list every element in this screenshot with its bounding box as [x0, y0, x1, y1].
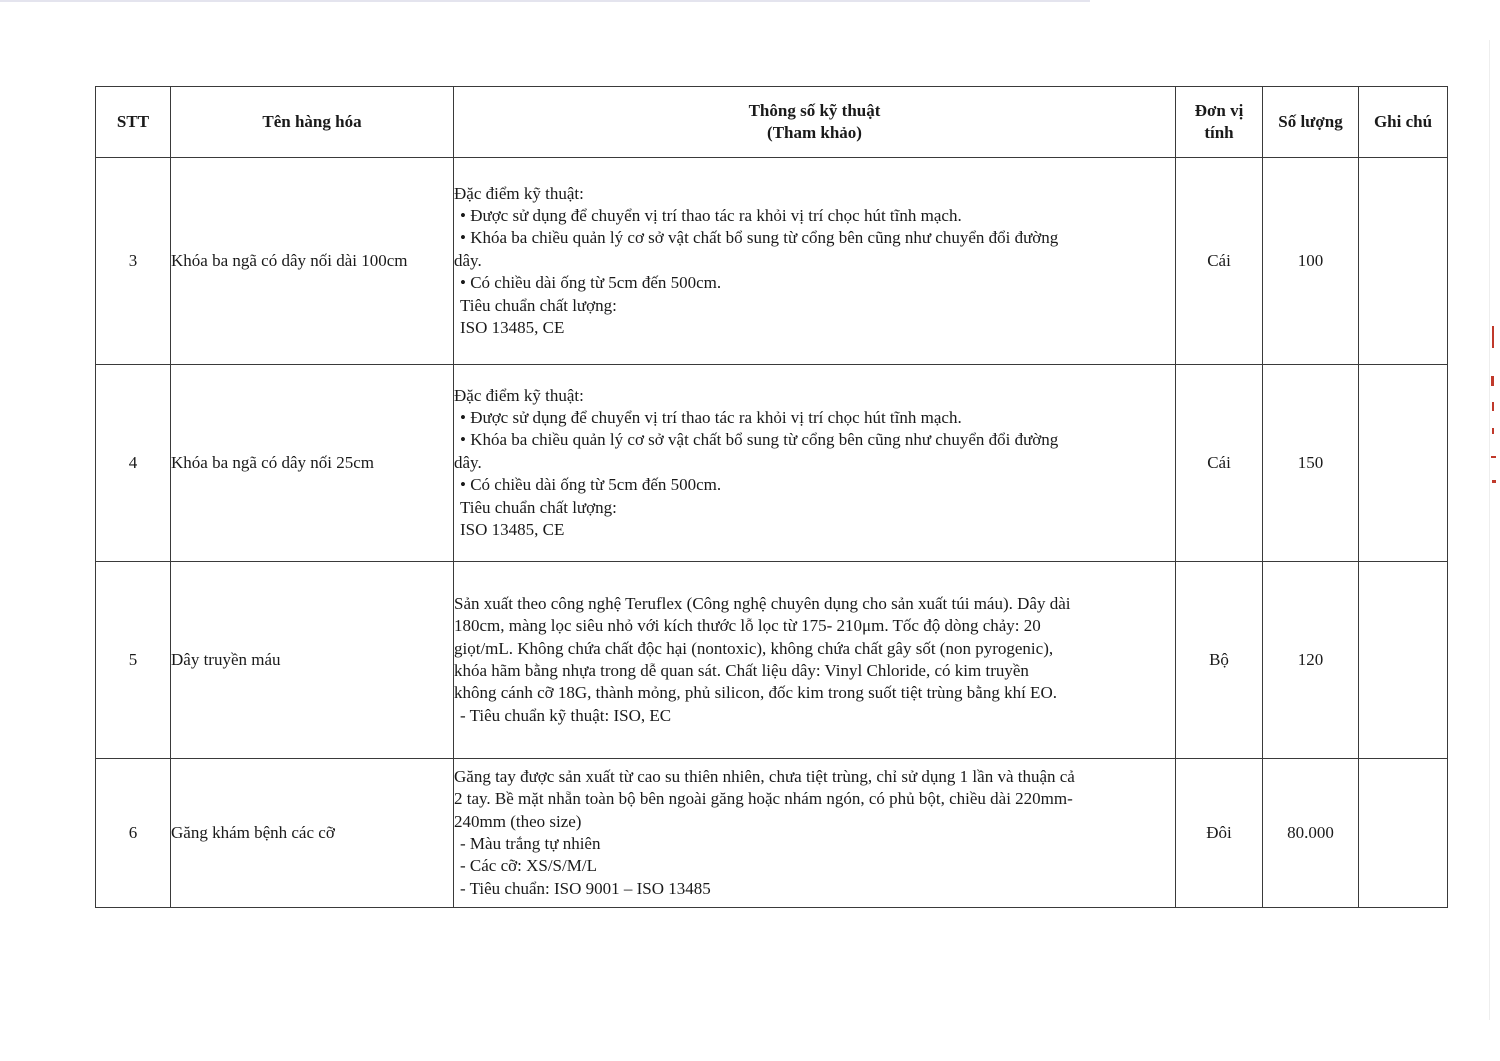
spec-line: 180cm, màng lọc siêu nhỏ với kích thước lỗ lọc từ 175- 210μm. Tốc độ dòng chảy: 20	[454, 616, 1041, 636]
spec-line: - Các cỡ: XS/S/M/L	[460, 856, 597, 876]
cell-qty: 100	[1263, 158, 1359, 365]
spec-line: • Được sử dụng để chuyển vị trí thao tác ra khỏi vị trí chọc hút tĩnh mạch.	[460, 205, 962, 225]
spec-line: 240mm (theo size)	[454, 811, 582, 831]
spec-line: giọt/mL. Không chứa chất độc hại (nontoxic), không chứa chất gây sốt (non pyrogenic),	[454, 638, 1054, 658]
cell-stt: 6	[96, 759, 171, 908]
cell-spec	[454, 759, 1176, 908]
stamp-bleed-mark	[1492, 428, 1494, 434]
cell-unit: Đôi	[1176, 759, 1263, 908]
spec-line: không cánh cỡ 18G, thành mỏng, phủ silicon, đốc kim trong suốt tiệt trùng bằng khí EO.	[454, 683, 1057, 703]
header-spec-line1: Thông số kỹ thuật	[748, 101, 881, 120]
header-note: Ghi chú	[1359, 87, 1448, 158]
spec-line: • Có chiều dài ống từ 5cm đến 500cm.	[460, 475, 722, 495]
cell-unit: Bộ	[1176, 562, 1263, 759]
specification-table	[95, 86, 1448, 908]
header-unit-line2: tính	[1204, 123, 1234, 142]
spec-line: khóa hãm bằng nhựa trong dễ quan sát. Chất liệu dây: Vinyl Chloride, có kim truyền	[454, 661, 1029, 680]
spec-line: Đặc điểm kỹ thuật:	[454, 385, 584, 405]
stamp-bleed-mark	[1491, 456, 1496, 458]
cell-stt: 5	[96, 562, 171, 759]
spec-line: - Tiêu chuẩn kỹ thuật: ISO, EC	[460, 705, 672, 725]
scan-edge-top	[0, 0, 1090, 2]
header-stt: STT	[96, 87, 171, 158]
scan-edge-right	[1489, 40, 1490, 1020]
cell-unit: Cái	[1176, 158, 1263, 365]
cell-qty: 80.000	[1263, 759, 1359, 908]
spec-line: Sản xuất theo công nghệ Teruflex (Công nghệ chuyên dụng cho sản xuất túi máu). Dây dài	[454, 593, 1071, 613]
spec-line: • Khóa ba chiều quản lý cơ sở vật chất bổ sung từ cổng bên cũng như chuyển đổi đường	[460, 430, 1059, 450]
table-row	[96, 158, 1448, 365]
cell-name: Khóa ba ngã có dây nối 25cm	[171, 365, 454, 562]
stamp-bleed-mark	[1492, 402, 1494, 411]
cell-note	[1359, 365, 1448, 562]
spec-line: Tiêu chuẩn chất lượng:	[460, 295, 617, 315]
cell-spec	[454, 365, 1176, 562]
spec-line: Tiêu chuẩn chất lượng:	[460, 497, 617, 517]
cell-stt: 3	[96, 158, 171, 365]
header-name: Tên hàng hóa	[171, 87, 454, 158]
spec-line: • Được sử dụng để chuyển vị trí thao tác ra khỏi vị trí chọc hút tĩnh mạch.	[460, 407, 962, 427]
cell-spec	[454, 562, 1176, 759]
cell-note	[1359, 562, 1448, 759]
spec-line: dây.	[454, 452, 482, 472]
stamp-bleed-mark	[1492, 480, 1496, 483]
table-row	[96, 759, 1448, 908]
spec-line: Đặc điểm kỹ thuật:	[454, 183, 584, 203]
header-spec	[454, 87, 1176, 158]
spec-line: ISO 13485, CE	[460, 318, 565, 338]
spec-line: 2 tay. Bề mặt nhẵn toàn bộ bên ngoài găng hoặc nhám ngón, có phủ bột, chiều dài 220mm-	[454, 789, 1073, 809]
cell-name: Dây truyền máu	[171, 562, 454, 759]
cell-unit: Cái	[1176, 365, 1263, 562]
spec-line: dây.	[454, 250, 482, 270]
header-spec-line2: (Tham khảo)	[767, 123, 862, 142]
table-header	[96, 87, 1448, 158]
table-row	[96, 562, 1448, 759]
spec-line: - Màu trắng tự nhiên	[460, 834, 601, 853]
header-unit	[1176, 87, 1263, 158]
header-qty: Số lượng	[1263, 87, 1359, 158]
cell-spec	[454, 158, 1176, 365]
cell-note	[1359, 158, 1448, 365]
cell-note	[1359, 759, 1448, 908]
cell-name: Khóa ba ngã có dây nối dài 100cm	[171, 158, 454, 365]
cell-stt: 4	[96, 365, 171, 562]
stamp-bleed-mark	[1491, 376, 1494, 386]
table-row	[96, 365, 1448, 562]
cell-qty: 150	[1263, 365, 1359, 562]
cell-name: Găng khám bệnh các cỡ	[171, 759, 454, 908]
cell-qty: 120	[1263, 562, 1359, 759]
stamp-bleed-mark	[1492, 326, 1494, 348]
spec-line: • Khóa ba chiều quản lý cơ sở vật chất bổ sung từ cổng bên cũng như chuyển đổi đường	[460, 228, 1059, 248]
spec-line: Găng tay được sản xuất từ cao su thiên nhiên, chưa tiệt trùng, chỉ sử dụng 1 lần và thuận cả	[454, 766, 1075, 786]
spec-line: - Tiêu chuẩn: ISO 9001 – ISO 13485	[460, 878, 711, 898]
spec-line: • Có chiều dài ống từ 5cm đến 500cm.	[460, 273, 722, 293]
header-unit-line1: Đơn vị	[1194, 101, 1244, 120]
spec-line: ISO 13485, CE	[460, 520, 565, 540]
